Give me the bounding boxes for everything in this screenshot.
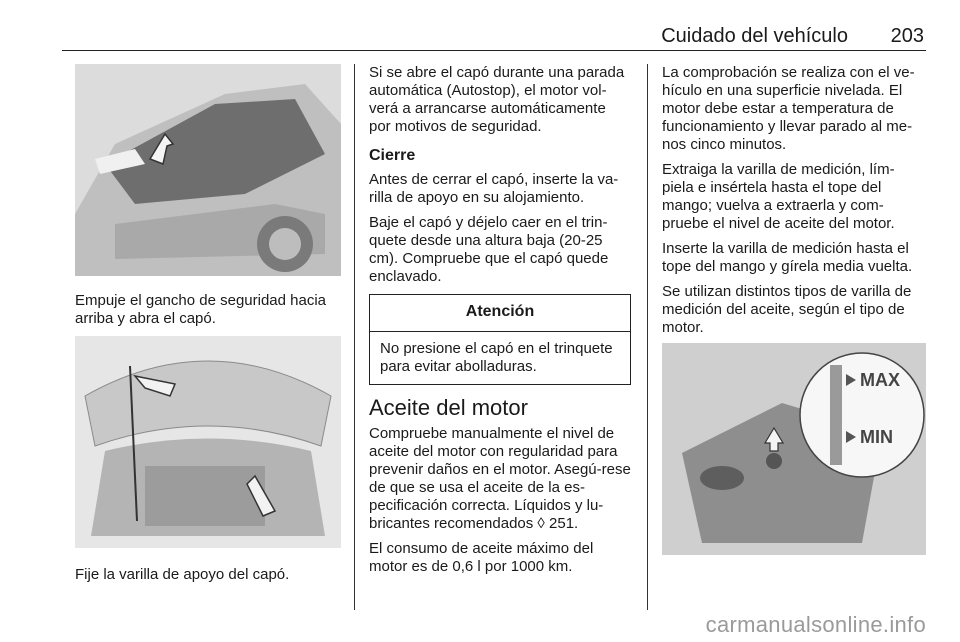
oil-consumption-paragraph: El consumo de aceite máximo del motor es de 0,6 l por 1000 km. <box>369 540 594 575</box>
dipstick-instructions: Extraiga la varilla de medición, lím-piela e insértela hasta el tope del mango; vuelva a extraerla y com-pruebe el nivel de aceite del motor. <box>662 161 895 232</box>
caption-prop-rod: Fije la varilla de apoyo del capó. <box>75 566 290 583</box>
oil-check-paragraph: Compruebe manualmente el nivel de aceite del motor con regularidad para prevenir daños en el motor. Asegú-rese de que se usa el aceite de la es-pecificación correcta. Líquidos y lu-bricantes recomendados ◊ 251. <box>369 425 631 532</box>
caption-hood-release: Empuje el gancho de seguridad hacia arriba y abra el capó. <box>75 292 327 327</box>
watermark: carmanualsonline.info <box>705 612 926 637</box>
hood-release-photo <box>75 64 341 276</box>
section-heading-cierre: Cierre <box>369 147 416 164</box>
warning-title: Atención <box>370 295 630 332</box>
page-title: Cuidado del vehículo <box>661 25 848 47</box>
page-header <box>62 20 926 51</box>
closing-paragraph-1: Antes de cerrar el capó, inserte la va-rilla de apoyo en su alojamiento. <box>369 171 619 206</box>
column-divider <box>647 64 648 610</box>
hood-prop-rod-photo <box>75 336 341 548</box>
section-heading-engine-oil: Aceite del motor <box>369 395 528 420</box>
warning-box <box>369 294 631 385</box>
dipstick-max-label: MAX <box>860 370 900 390</box>
level-check-paragraph: La comprobación se realiza con el ve-hículo en una superficie nivelada. El motor debe estar a temperatura de funcionamiento y llevar parado al me-nos cinco minutos. <box>662 64 915 153</box>
autostop-paragraph: Si se abre el capó durante una parada automática (Autostop), el motor vol-verá a arrancarse automáticamente por motivos de seguridad. <box>369 64 625 135</box>
dipstick-insert-paragraph: Inserte la varilla de medición hasta el tope del mango y gírela media vuelta. <box>662 240 913 275</box>
dipstick-min-label: MIN <box>860 427 893 447</box>
closing-paragraph-2: Baje el capó y déjelo caer en el trin-quete desde una altura baja (20-25 cm). Compruebe que el capó quede enclavado. <box>369 214 609 285</box>
column-divider <box>354 64 355 610</box>
page-number: 203 <box>890 25 924 47</box>
engine-dipstick-photo <box>662 343 926 555</box>
dipstick-types-paragraph: Se utilizan distintos tipos de varilla de medición del aceite, según el tipo de motor. <box>662 283 912 336</box>
warning-text: No presione el capó en el trinquete para evitar abolladuras. <box>380 340 613 375</box>
